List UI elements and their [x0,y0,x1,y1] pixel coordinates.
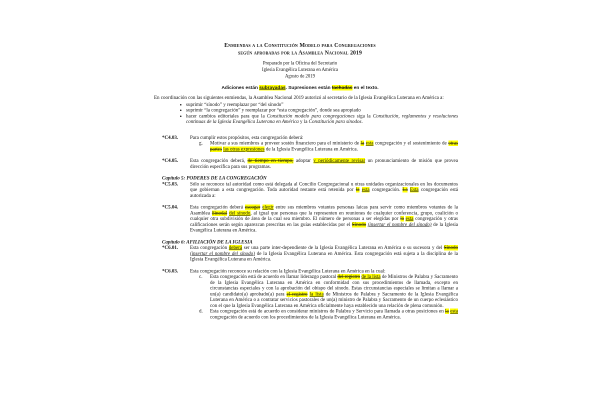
section-item [142,268,458,320]
edit-legend [142,85,458,91]
inserted-text: Esta [410,187,419,193]
deleted-text: la [400,216,404,222]
section-body [190,181,458,198]
text-run: , al igual que personas que la representen en reuniones de cualquier conferencia, grupo, coalición o cualquier otra subdivisión de área de la cual sea miembro. El número de personas a ser elegidas por [190,210,459,222]
section-text [190,205,458,234]
document-title [142,42,458,57]
text-run: congregación está autorizada a: [190,187,459,199]
inserted-text: (insertar el nombre del sínodo) [190,250,255,257]
amendment-bullet-list [142,102,458,125]
deleted-text: La [402,187,408,193]
subsection-letter: d. [199,308,203,315]
document-byline [142,60,458,79]
text-run: . [361,119,363,125]
deleted-text: la [360,140,365,147]
inserted-text: de la lista [361,274,381,280]
text-run: de Ministros de Palabra y Sacramento de la Iglesia Evangélica Luterana en América en conformidad con sus procedimientos de llamada, excepto en circunstancias especiales y con la aprobación del obispo del sínodo. Estas circunstancias especiales se limitan a llamar a un(a) candidato(a) aprobado(a) para [210,274,458,297]
section-body [190,205,458,234]
chapter-heading: Capítulo 6: AFILIACIÓN DE LA IGLESIA [162,239,253,245]
text-run: y la [298,119,309,125]
text-run: Para cumplir estos propósitos, esta congregación deberá: [190,134,304,141]
text-run: congregación. [369,187,403,193]
text-run: adoptar [293,158,314,164]
document-title-line1: Enmiendas a la Constitución Modelo para Congregaciones [224,42,376,49]
document-page [142,42,458,320]
text-run: de la Iglesia Evangélica Luterana en América. [264,146,358,152]
inserted-text: esta [365,140,374,147]
text-run: En coordinación con las siguientes enmiendas, la Asamblea Nacional 2019 autorizó al secretario de la Iglesia Evangélica Luterana en América a: [154,95,444,101]
deleted-text: otras partes [210,140,459,152]
text-run: entre sus miembros votantes personas laicas para servir como miembros votantes de la Asamblea [190,204,458,216]
inserted-text: (insertar el nombre del sínodo) [367,221,432,228]
deleted-text: la [445,308,449,315]
document-body [142,95,458,320]
section-body [190,158,458,170]
text-run: Adiciones están [221,85,260,91]
text-run: de Ministros de Palabra y Sacramento de la Iglesia Evangélica Luterana en América o a contratar servicios pastorales de un(a) ministro de Palabra y Sacramento de un cuerpo eclesiástico con el que la Iglesia Evangélica Luterana en América oficialmente haya establecido una relación de plena comunión. [210,291,458,309]
text-run: en el texto. [352,85,379,91]
deleted-text: Sinodal [211,210,228,216]
text-run: un pronunciamiento de misión que provea dirección específica para sus programas. [190,158,458,170]
text-run: Constitución para sínodos [308,119,362,125]
text-run: Motivar a sus miembros a proveer sostén financiero para el ministerio de [210,140,361,147]
deleted-text: del registro [337,274,361,280]
section-number: *C4.03. [162,134,179,141]
text-run: de la Iglesia Evangélica Luterana en América. Esta congregación está sujeta a la disciplina de la Iglesia Evangélica Luterana en América. [190,250,458,263]
deleted-text: escoger [244,204,261,211]
text-run: . Supresiones están [285,85,332,91]
inserted-text: esta [450,308,458,315]
text-run: Esta congregación deberá, [190,158,248,164]
text-run: suprimir “sínodo” y reemplazar por “del sínodo” [186,101,284,108]
section-text [190,158,458,170]
section-item [142,205,458,234]
subsection-item [190,309,458,321]
text-run: congregación y otras calificaciones serán según aparezcan prescritas en las guías establecidas por el [190,216,458,228]
inserted-text: las otras expresiones [223,146,265,152]
deleted-text: la [355,187,360,193]
inserted-text: del sínodo [229,210,251,216]
text-run: suprimir “la congregación” y reemplazar por “esta congregación”, donde sea apropiado [186,107,361,114]
text-run: Esta congregación [190,245,229,251]
inserted-text: y periódicamente revisar [313,158,366,164]
text-run: Constitución, reglamentos y resoluciones continuas de la Iglesia Evangélica Luterana en América [186,113,459,125]
chapter-heading: Capítulo 5: PODERES DE LA CONGREGACIÓN [162,175,267,182]
section-item [142,135,458,152]
section-number: *C6.03. [162,268,179,274]
section-body [190,135,458,152]
section-item [142,158,458,170]
text-run: Sólo se reconoce tal autoridad como está delegada al Concilio Congregacional u otras unidades organizacionales en los documentos que gobiernan a esta congregación. Toda autoridad restante está retenida por [190,181,458,193]
text-run: Esta congregación reconoce su relación con la Iglesia Evangélica Luterana en América en la cual: [190,268,386,274]
section-number: *C6.01. [162,245,179,251]
subsection-letter: g. [199,140,203,147]
section-text [190,245,458,262]
subsection-text [210,274,458,309]
inserted-text: elegir [262,204,274,211]
section-item [142,245,458,262]
section-number: *C4.05. [162,158,179,164]
inserted-text: deberá [228,245,243,251]
text-run: siga la [354,113,373,119]
subsection-item [190,141,458,153]
inserted-text: la lista [309,291,324,297]
text-run: congregación de acuerdo con los procedimientos de la Iglesia Evangélica Luterana en América. [210,314,401,320]
text-run: de la Iglesia Evangélica Luterana en América. [190,221,459,234]
byline-date: Agosto de 2019 [284,73,316,79]
text-run: hacer cambios editoriales para que la [186,113,267,119]
section-number: *C5.04. [162,204,179,211]
amendment-bullet [186,113,458,125]
text-run: Esta congregación deberá [190,204,245,211]
subsection-text [210,141,458,153]
section-text [190,181,458,198]
deleted-text: tachadas [331,85,353,91]
byline-prepared-by: Preparado por la Oficina del Secretario [262,60,338,66]
deleted-text: Sínodo [351,221,367,228]
section-number: *C5.03. [162,181,179,187]
inserted-text: esta [361,187,370,193]
section-body [190,245,458,262]
deleted-text: el registro [286,291,308,297]
text-run: Constitución modelo para congregaciones [266,113,355,119]
section-body [190,268,458,320]
text-run: ser una parte inter-dependiente de la Iglesia Evangélica Luterana en América o su sucesora y del [242,245,444,251]
deleted-text: Sínodo [443,245,458,251]
section-item [142,181,458,198]
deleted-text: de tiempo en tiempo, [247,158,294,164]
document-title-line2: según aprobadas por la Asamblea Nacional 2019 [238,49,362,56]
subsection-letter: c. [199,274,203,280]
text-run: congregación y el sostenimiento de [373,140,449,147]
subsection-item [190,274,458,309]
subsection-text [210,309,458,321]
inserted-text: subrayadas [259,85,286,91]
inserted-text: esta [405,216,414,222]
text-run: Esta congregación está de acuerdo en llamar liderazgo pastoral [210,274,338,280]
text-run: Esta congregación está de acuerdo en considerar ministros de Palabra y Servicio para llamada a otras posiciones en [210,308,446,315]
byline-organization: Iglesia Evangélica Luterana en América [262,67,338,73]
intro-paragraph [142,95,458,101]
